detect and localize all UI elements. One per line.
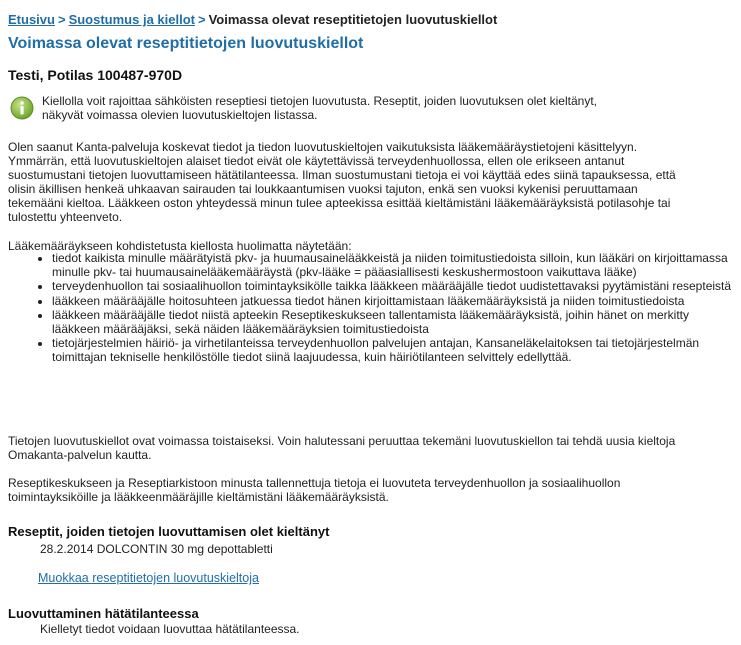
breadcrumb-separator: > bbox=[57, 12, 66, 27]
patient-name: Testi, Potilas 100487-970D bbox=[8, 67, 183, 83]
prohibited-prescription-item: 28.2.2014 DOLCONTIN 30 mg depottabletti bbox=[40, 542, 273, 556]
list-item: • lääkkeen määrääjälle tiedot niistä apteekin Reseptikeskukseen tallentamista lääkemääräyksistä, joihin hänet on merkitty lääkkeen määrääjäksi, sekä näiden lääkemääräyksien toimitustiedoista bbox=[52, 309, 732, 336]
edit-prohibitions-link[interactable]: Muokkaa reseptitietojen luovutuskieltoja bbox=[38, 571, 259, 585]
list-item: • tietojärjestelmien häiriö- ja virhetilanteissa terveydenhuollon palvelujen antajan, Kansaneläkelaitoksen tai tietojärjestelmän toimittajan tekniselle henkilöstölle tiedot siinä laajuudessa, kuin häiriötilanteen selvittely edellyttää. bbox=[52, 337, 732, 364]
shown-list bbox=[8, 252, 732, 365]
shown-heading: Lääkemääräykseen kohdistetusta kiellosta huolimatta näytetään: bbox=[8, 239, 352, 253]
prohibited-section-title: Reseptit, joiden tietojen luovuttamisen olet kieltänyt bbox=[8, 524, 330, 539]
breadcrumb-separator: > bbox=[197, 12, 206, 27]
breadcrumb bbox=[8, 12, 497, 27]
breadcrumb-consents-link[interactable]: Suostumus ja kiellot bbox=[68, 12, 195, 27]
info-notice-text: Kiellolla voit rajoittaa sähköisten reseptiesi tietojen luovutusta. Reseptit, joiden luovutuksen olet kieltänyt, näkyvät voimassa olevien luovutuskieltojen listassa. bbox=[42, 94, 597, 122]
list-item: • terveydenhuollon tai sosiaalihuollon toimintayksikölle taikka lääkkeen määrääjälle tiedot uudistettavaksi pyytämistäni resepteistä bbox=[52, 280, 732, 294]
info-notice bbox=[10, 94, 630, 122]
list-item: • tiedot kaikista minulle määrätyistä pkv- ja huumausainelääkkeistä ja niiden toimitustiedoista silloin, kun lääkäri on kirjoittamassa minulle pkv- tai huumausainelääkemääräystä (pkv-lääke = pääasiallisesti keskushermostoon vaikuttava lääke) bbox=[52, 252, 732, 279]
page-title: Voimassa olevat reseptitietojen luovutuskiellot bbox=[8, 35, 364, 52]
consent-paragraph: Olen saanut Kanta-palveluja koskevat tiedot ja tiedon luovutuskieltojen vaikutuksista lääkemääräystietojeni käsittelyyn. Ymmärrän, että luovutuskieltojen alaiset tiedot eivät ole käytettävissä terveydenhuollossa, ellen ole erikseen antanut suostumustani tietojen luovuttamiseen hätätilanteessa. Ilman suostumustani tietoja ei voi käyttää edes siinä tapauksessa, että olisin äkillisen henkeä uhkaavan sairauden tai loukkaantumisen vuoksi tajuton, enkä sen vuoksi kykenisi peruuttamaan tekemääni kieltoa. Lääkkeen oston yhteydessä minun tulee apteekissa esittää kieltämistäni lääkemääräyksistä potilasohje tai tulostettu yhteenveto. bbox=[8, 140, 676, 224]
breadcrumb-home-link[interactable]: Etusivu bbox=[8, 12, 55, 27]
validity-paragraph: Tietojen luovutuskiellot ovat voimassa toistaiseksi. Voin halutessani peruuttaa tekemäni luovutuskiellon tai tehdä uusia kieltoja Omakanta-palvelun kautta. bbox=[8, 434, 676, 462]
emergency-section-title: Luovuttaminen hätätilanteessa bbox=[8, 606, 199, 621]
breadcrumb-current: Voimassa olevat reseptitietojen luovutuskiellot bbox=[208, 12, 498, 27]
info-icon bbox=[10, 96, 34, 120]
list-item: • lääkkeen määrääjälle hoitosuhteen jatkuessa tiedot hänen kirjoittamistaan lääkemääräyksistä ja niiden toimitustiedoista bbox=[52, 295, 732, 309]
emergency-section-text: Kielletyt tiedot voidaan luovuttaa hätätilanteessa. bbox=[40, 622, 300, 636]
archive-paragraph: Reseptikeskukseen ja Reseptiarkistoon minusta tallennettuja tietoja ei luovuteta terveydenhuollon ja sosiaalihuollon toimintayksiköille ja lääkkeenmääräjille kieltämistäni lääkemääräyksistä. bbox=[8, 476, 621, 504]
